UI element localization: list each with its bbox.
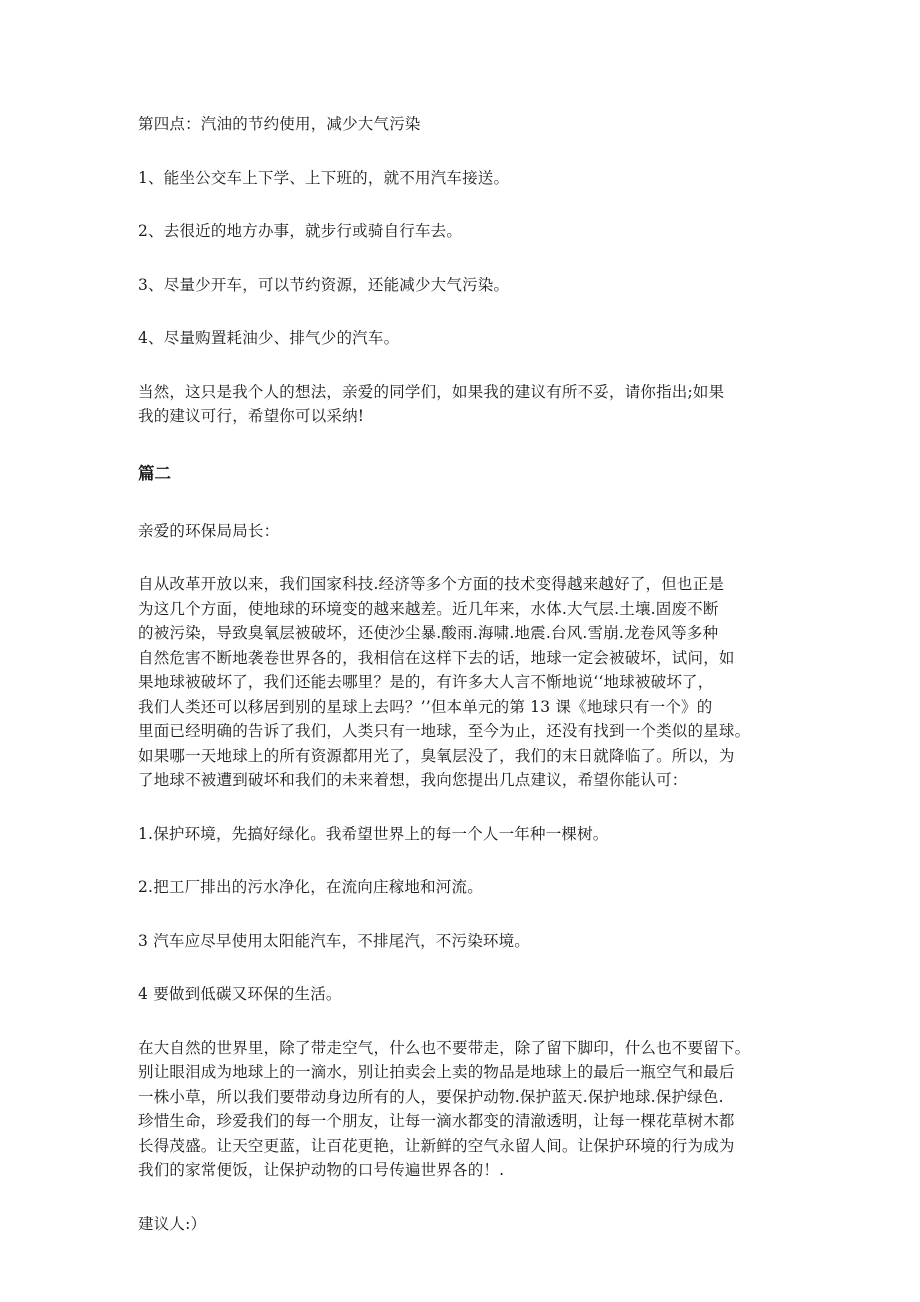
- salutation: 亲爱的环保局局长：: [138, 521, 280, 540]
- text-line: 的被污染，导致臭氧层被破坏，还使沙尘暴.酸雨.海啸.地震.台风.雪崩.龙卷风等多种: [138, 624, 719, 642]
- text-line: 里面已经明确的告诉了我们，人类只有一地球，至今为止，还没有找到一个类似的星球。: [138, 722, 751, 740]
- document-page: [138, 112, 786, 1236]
- signature: 建议人:）: [138, 1214, 207, 1233]
- list-item: 1、能坐公交车上下学、上下班的，就不用汽车接送。: [138, 168, 510, 187]
- section-heading: 篇二: [138, 463, 171, 483]
- text-line: 长得茂盛。让天空更蓝，让百花更艳，让新鲜的空气永留人间。让保护环境的行为成为: [138, 1136, 735, 1155]
- text-line: 果地球被破坏了，我们还能去哪里？是的，有许多大人言不惭地说‘‘地球被破坏了，: [138, 673, 714, 691]
- text-line: 如果哪一天地球上的所有资源都用光了，臭氧层没了，我们的末日就降临了。所以，为: [138, 746, 735, 765]
- text-line: 我们人类还可以移居到别的星球上去吗？’’但本单元的第 13 课《地球只有一个》的: [138, 697, 713, 716]
- conclusion-paragraph: [138, 1036, 786, 1183]
- text-line: 当然，这只是我个人的想法，亲爱的同学们，如果我的建议有所不妥，请你指出;如果: [138, 382, 725, 401]
- text-line: 珍惜生命，珍爱我们的每一个朋友，让每一滴水都变的清澈透明，让每一棵花草树木都: [138, 1112, 735, 1130]
- suggestion-item: 2.把工厂排出的污水净化，在流向庄稼地和河流。: [138, 878, 483, 896]
- text-line: 为这几个方面，使地球的环境变的越来越差。近几年来，水体.大气层.土壤.固废不断: [138, 599, 719, 618]
- list-item: 4、尽量购置耗油少、排气少的汽车。: [138, 329, 400, 347]
- text-line: 了地球不被遭到破坏和我们的未来着想，我向您提出几点建议，希望你能认可：: [138, 771, 688, 789]
- closing-paragraph: [138, 380, 786, 429]
- text-line: 自从改革开放以来，我们国家科技.经济等多个方面的技术变得越来越好了，但也正是: [138, 575, 725, 593]
- text-line: 我的建议可行，希望你可以采纳!: [138, 407, 365, 425]
- text-line: 一株小草，所以我们要带动身边所有的人，要保护动物.保护蓝天.保护地球.保护绿色.: [138, 1087, 724, 1106]
- section-title: 第四点：汽油的节约使用，减少大气污染: [138, 115, 421, 133]
- intro-paragraph: [138, 572, 786, 793]
- list-item: 3、尽量少开车，可以节约资源，还能减少大气污染。: [138, 275, 510, 294]
- text-line: 别让眼泪成为地球上的一滴水，别让拍卖会上卖的物品是地球上的最后一瓶空气和最后: [138, 1063, 735, 1081]
- text-line: 在大自然的世界里，除了带走空气，什么也不要带走，除了留下脚印，什么也不要留下。: [138, 1038, 751, 1057]
- text-line: 自然危害不断地袭卷世界各的，我相信在这样下去的话，地球一定会被破坏，试问，如: [138, 648, 735, 667]
- suggestion-item: 3 汽车应尽早使用太阳能汽车，不排尾汽，不污染环境。: [138, 931, 530, 950]
- list-item: 2、去很近的地方办事，就步行或骑自行车去。: [138, 222, 463, 240]
- text-line: 我们的家常便饭，让保护动物的口号传遍世界各的！.: [138, 1161, 505, 1179]
- suggestion-item: 4 要做到低碳又环保的生活。: [138, 985, 342, 1003]
- suggestion-item: 1.保护环境，先搞好绿化。我希望世界上的每一个人一年种一棵树。: [138, 824, 609, 843]
